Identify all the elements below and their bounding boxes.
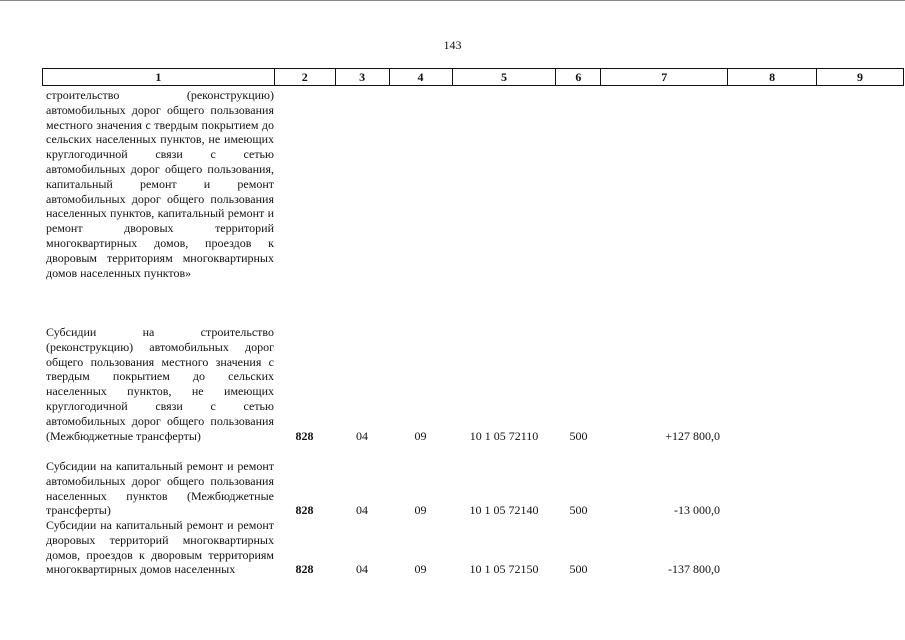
table-row <box>42 518 904 577</box>
column-header-6: 6 <box>556 69 601 85</box>
table-header <box>42 68 904 86</box>
cell-csr: 10 1 05 72150 <box>469 562 539 577</box>
column-header-4: 4 <box>390 69 453 85</box>
cell-pr: 09 <box>414 562 427 577</box>
cell-rz: 04 <box>356 562 368 577</box>
cell-sum: -137 800,0 <box>668 562 720 577</box>
table-row <box>42 88 904 280</box>
cell-code: 828 <box>295 428 314 443</box>
column-header-7: 7 <box>601 69 728 85</box>
cell-vr: 500 <box>569 562 588 577</box>
page-number: 143 <box>443 38 462 52</box>
cell-code: 828 <box>295 562 314 577</box>
column-header-3: 3 <box>336 69 390 85</box>
row-description: Субсидии на капитальный ремонт и ремонт дворовых территорий многоквартирных домов, проездов к дворовым территориям многоквартирных домов населенных <box>46 518 274 577</box>
cell-vr: 500 <box>569 428 588 443</box>
column-header-5: 5 <box>453 69 557 85</box>
cell-sum: +127 800,0 <box>665 428 720 443</box>
row-description: Субсидии на капитальный ремонт и ремонт автомобильных дорог общего пользования населенных пунктов (Межбюджетные трансферты) <box>46 459 274 518</box>
column-header-2: 2 <box>275 69 336 85</box>
cell-sum: -13 000,0 <box>674 503 720 518</box>
column-header-9: 9 <box>817 69 904 85</box>
cell-csr: 10 1 05 72110 <box>469 428 539 443</box>
row-description: строительство (реконструкцию) автомобильных дорог общего пользования местного значения с твердым покрытием до сельских населенных пунктов, не имеющих круглогодичной связи с сетью автомобильных дорог общего пользования, капитальный ремонт и ремонт автомобильных дорог общего пользования населенных пунктов, капитальный ремонт и ремонт дворовых территорий многоквартирных домов, проездов к дворовым территориям многоквартирных домов населенных пунктов» <box>46 88 274 280</box>
column-header-1: 1 <box>43 69 275 85</box>
page-top-edge <box>0 0 905 1</box>
table-row <box>42 459 904 518</box>
cell-pr: 09 <box>414 428 427 443</box>
row-description: Субсидии на строительство (реконструкцию) автомобильных дорог общего пользования местного значения с твердым покрытием до сельских населенных пунктов, не имеющих круглогодичной связи с сетью автомобильных дорог общего пользования (Межбюджетные трансферты) <box>46 325 274 443</box>
cell-rz: 04 <box>356 428 368 443</box>
cell-vr: 500 <box>569 503 588 518</box>
column-header-8: 8 <box>728 69 817 85</box>
table-row <box>42 325 904 443</box>
cell-code: 828 <box>295 503 314 518</box>
cell-rz: 04 <box>356 503 368 518</box>
cell-csr: 10 1 05 72140 <box>469 503 539 518</box>
cell-pr: 09 <box>414 503 427 518</box>
